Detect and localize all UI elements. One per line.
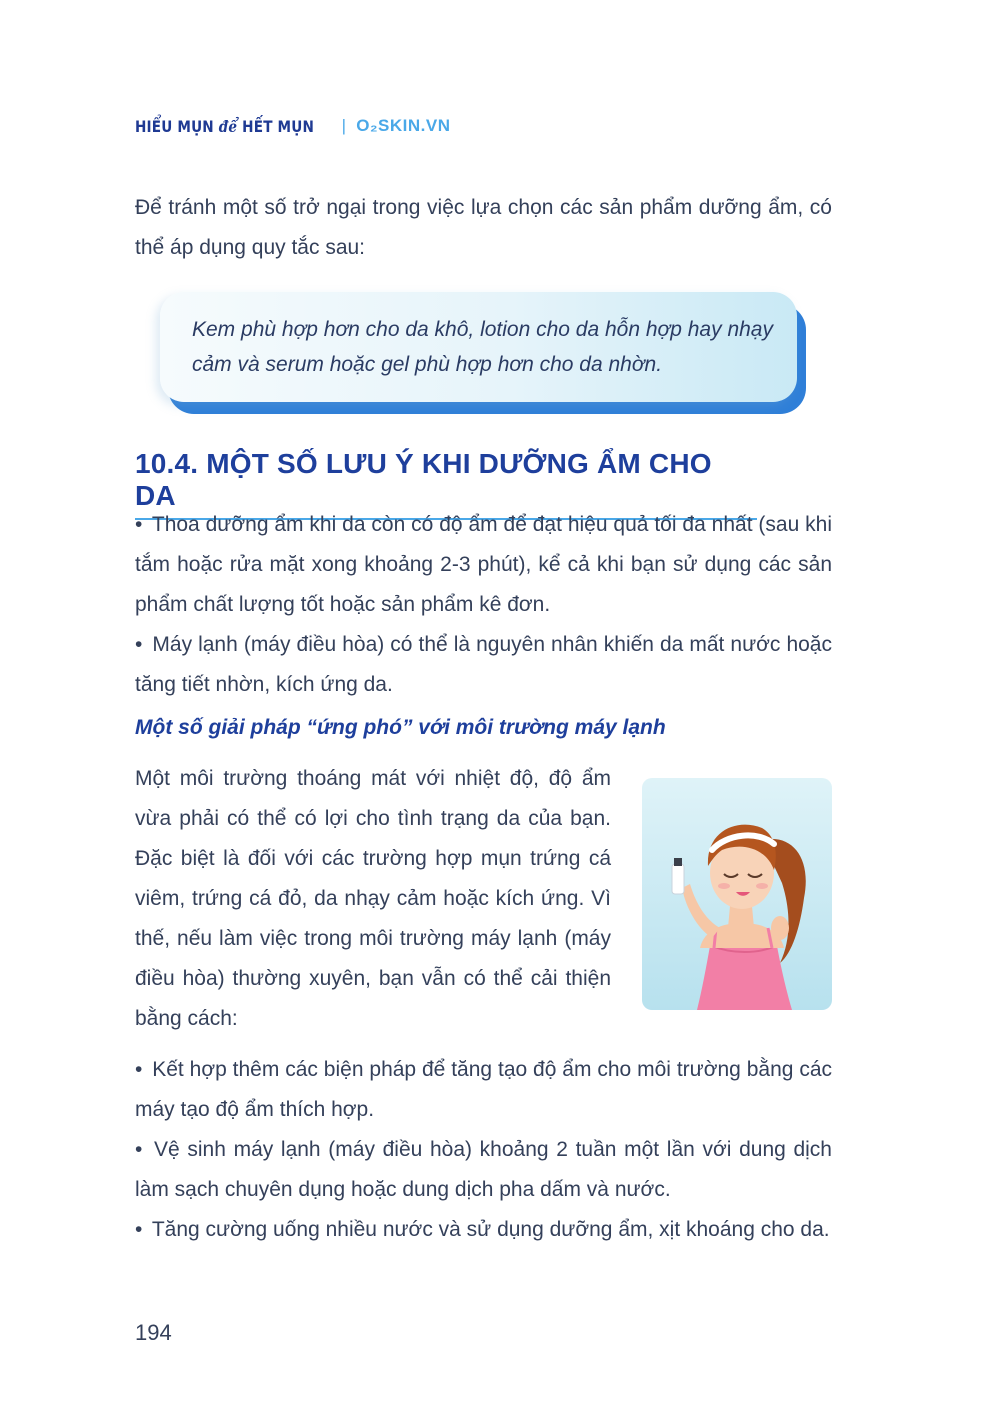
book-title-em: để [218, 116, 238, 136]
bullet-icon: • [135, 513, 143, 536]
list-item [135, 1050, 832, 1130]
bullet-list-1 [135, 505, 832, 705]
callout-text: Kem phù hợp hơn cho da khô, lotion cho da hỗn hợp hay nhạy cảm và serum hoặc gel phù hợp hơn cho da nhờn. [192, 318, 773, 376]
section-title: 10.4. MỘT SỐ LƯU Ý KHI DƯỠNG ẨM CHO DA [135, 448, 757, 520]
list-item [135, 505, 832, 625]
list-item-text: Tăng cường uống nhiều nước và sử dụng dưỡng ẩm, xịt khoáng cho da. [151, 1218, 830, 1241]
bullet-list-2 [135, 1050, 832, 1250]
list-item-text: Vệ sinh máy lạnh (máy điều hòa) khoảng 2 tuần một lần với dung dịch làm sạch chuyên dụng hoặc dung dịch pha dấm và nước. [135, 1138, 832, 1201]
subheading: Một số giải pháp “ứng phó” với môi trường máy lạnh [135, 716, 666, 739]
callout-box [160, 292, 797, 402]
book-title-part1: HIỂU MỤN [135, 116, 214, 136]
list-item-text: Kết hợp thêm các biện pháp để tăng tạo độ ẩm cho môi trường bằng các máy tạo độ ẩm thích hợp. [135, 1058, 832, 1121]
bullet-icon: • [135, 1218, 143, 1241]
bullet-icon: • [135, 633, 143, 656]
bullet-icon: • [135, 1058, 143, 1081]
list-item [135, 1130, 832, 1210]
list-item [135, 1210, 832, 1250]
bullet-icon: • [135, 1138, 143, 1161]
book-title-part2: HẾT MỤN [242, 116, 315, 136]
girl-spraying-mist-illustration [642, 778, 832, 1010]
page-number: 194 [135, 1320, 172, 1345]
illustration-svg [642, 778, 832, 1010]
intro-paragraph: Để tránh một số trở ngại trong việc lựa chọn các sản phẩm dưỡng ẩm, có thể áp dụng quy tắc sau: [135, 196, 832, 259]
header-separator: | [341, 116, 347, 135]
book-title [135, 117, 314, 136]
list-item-text: Máy lạnh (máy điều hòa) có thể là nguyên nhân khiến da mất nước hoặc tăng tiết nhờn, kích ứng da. [135, 633, 832, 696]
air-conditioning-paragraph: Một môi trường thoáng mát với nhiệt độ, độ ẩm vừa phải có thể có lợi cho tình trạng da của bạn. Đặc biệt là đối với các trường hợp mụn trứng cá viêm, trứng cá đỏ, da nhạy cảm hoặc kích ứng. Vì thế, nếu làm việc trong môi trường máy lạnh (máy điều hòa) thường xuyên, bạn vẫn có thể cải thiện bằng cách: [135, 767, 611, 1030]
list-item-text: Thoa dưỡng ẩm khi da còn có độ ẩm để đạt hiệu quả tối đa nhất (sau khi tắm hoặc rửa mặt xong khoảng 2-3 phút), kể cả khi bạn sử dụng các sản phẩm chất lượng tốt hoặc sản phẩm kê đơn. [135, 513, 832, 616]
list-item [135, 625, 832, 705]
site-name: O₂SKIN.VN [356, 116, 451, 135]
running-header [135, 116, 450, 136]
